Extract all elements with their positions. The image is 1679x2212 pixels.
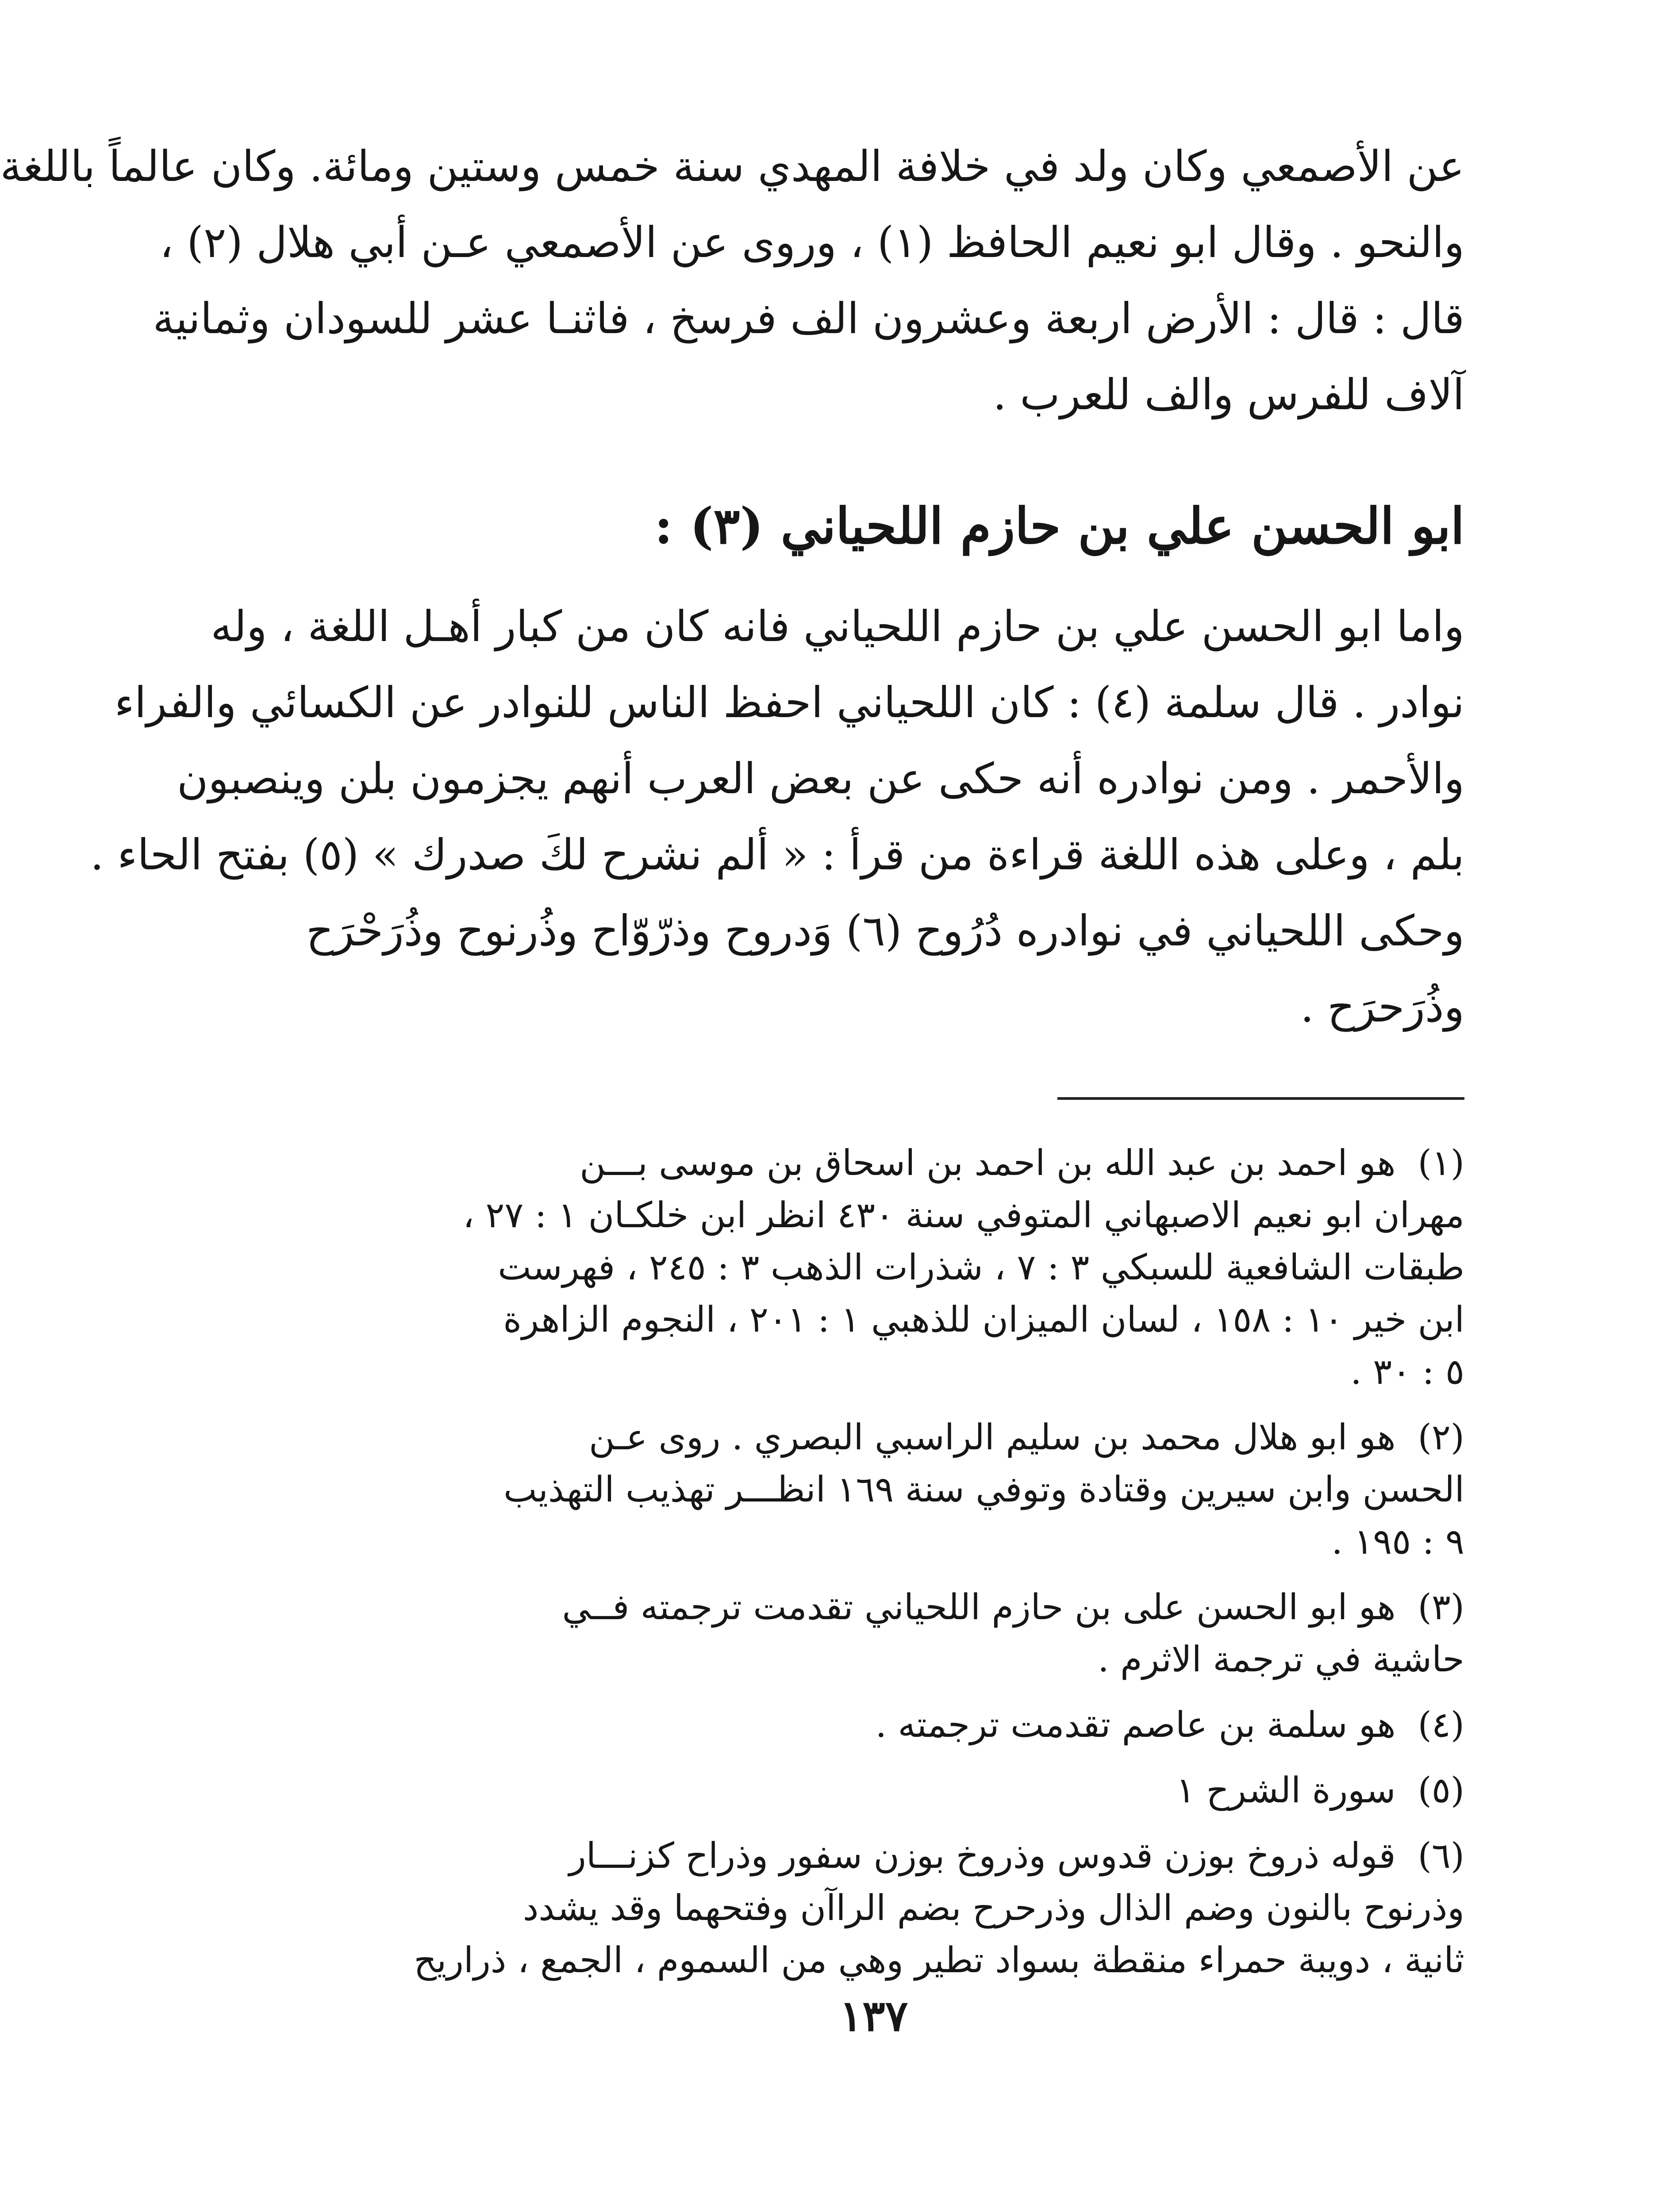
- footnote-text: ٥ : ٣٠ .: [1350, 1351, 1464, 1392]
- paragraph-2: [90, 588, 1464, 1045]
- paragraph-1: [0, 128, 1464, 433]
- text-line: نوادر . قال سلمة (٤) : كان اللحياني احفظ الناس للنوادر عن الكسائي والفراء: [114, 678, 1464, 727]
- text-line: عن الأصمعي وكان ولد في خلافة المهدي سنة خمس وستين ومائة. وكان عالماً باللغة: [0, 142, 1464, 191]
- footnote-text: هو ابو الحسن على بن حازم اللحياني تقدمت ترجمته فــي: [562, 1586, 1396, 1628]
- footnote-4: [259, 1699, 1464, 1751]
- footnote-1: [259, 1137, 1464, 1398]
- footnote-text: وذرنوح بالنون وضم الذال وذرحرح بضم الراآن وفتحهما وقد يشدد: [523, 1887, 1464, 1928]
- footnote-text: سورة الشرح ١: [1176, 1770, 1396, 1811]
- footnote-divider: [1057, 1097, 1464, 1100]
- page-number: ١٣٧: [839, 1991, 908, 2041]
- footnote-text: قوله ذروخ بوزن قدوس وذروخ بوزن سفور وذراح كزنـــار: [569, 1835, 1396, 1876]
- section-heading: ابو الحسن علي بن حازم اللحياني (٣) :: [654, 497, 1464, 555]
- footnote-5: [259, 1764, 1464, 1816]
- footnote-text: هو سلمة بن عاصم تقدمت ترجمته .: [875, 1704, 1396, 1745]
- footnote-text: طبقات الشافعية للسبكي ٣ : ٧ ، شذرات الذهب ٣ : ٢٤٥ ، فهرست: [498, 1247, 1464, 1288]
- text-line: آلاف للفرس والف للعرب .: [993, 370, 1464, 419]
- footnotes: [259, 1137, 1464, 2000]
- footnote-number: (٢): [1418, 1417, 1464, 1458]
- text-line: والنحو . وقال ابو نعيم الحافظ (١) ، وروى عن الأصمعي عـن أبي هلال (٢) ،: [159, 218, 1464, 267]
- footnote-text: الحسن وابن سيرين وقتادة وتوفي سنة ١٦٩ انظـــر تهذيب التهذيب: [503, 1469, 1464, 1510]
- footnote-number: (١): [1418, 1142, 1464, 1183]
- text-line: قال : قال : الأرض اربعة وعشرون الف فرسخ ، فاثنـا عشر للسودان وثمانية: [153, 294, 1464, 343]
- text-line: واما ابو الحسن علي بن حازم اللحياني فانه كان من كبار أهـل اللغة ، وله: [211, 602, 1464, 651]
- text-line: والأحمر . ومن نوادره أنه حكى عن بعض العرب أنهم يجزمون بلن وينصبون: [177, 754, 1464, 803]
- footnote-text: ابن خير ١٠ : ١٥٨ ، لسان الميزان للذهبي ١ : ٢٠١ ، النجوم الزاهرة: [503, 1299, 1464, 1340]
- footnote-text: مهران ابو نعيم الاصبهاني المتوفي سنة ٤٣٠ انظر ابن خلكـان ١ : ٢٧ ،: [463, 1194, 1464, 1236]
- footnote-number: (٥): [1418, 1770, 1464, 1811]
- footnote-text: حاشية في ترجمة الاثرم .: [1098, 1639, 1464, 1680]
- text-line: بلم ، وعلى هذه اللغة قراءة من قرأ : « ألم نشرح لكَ صدرك » (٥) بفتح الحاء .: [90, 830, 1464, 879]
- text-line: وذُرَحرَح .: [1300, 982, 1464, 1032]
- footnote-number: (٤): [1418, 1704, 1464, 1745]
- footnote-text: هو احمد بن عبد الله بن احمد بن اسحاق بن موسى بـــن: [580, 1142, 1396, 1183]
- footnote-text: هو ابو هلال محمد بن سليم الراسبي البصري . روى عـن: [589, 1417, 1396, 1458]
- footnote-number: (٣): [1418, 1586, 1464, 1628]
- footnote-text: ثانية ، دويبة حمراء منقطة بسواد تطير وهي من السموم ، الجمع ، ذراريح: [414, 1939, 1464, 1981]
- footnote-6: [259, 1830, 1464, 1986]
- text-line: وحكى اللحياني في نوادره دُرُوح (٦) وَدروح وذرّوّاح وذُرنوح وذُرَحْرَح: [306, 906, 1464, 956]
- footnote-text: ٩ : ١٩٥ .: [1331, 1521, 1464, 1562]
- footnote-3: [259, 1581, 1464, 1686]
- footnote-2: [259, 1411, 1464, 1568]
- footnote-number: (٦): [1418, 1835, 1464, 1876]
